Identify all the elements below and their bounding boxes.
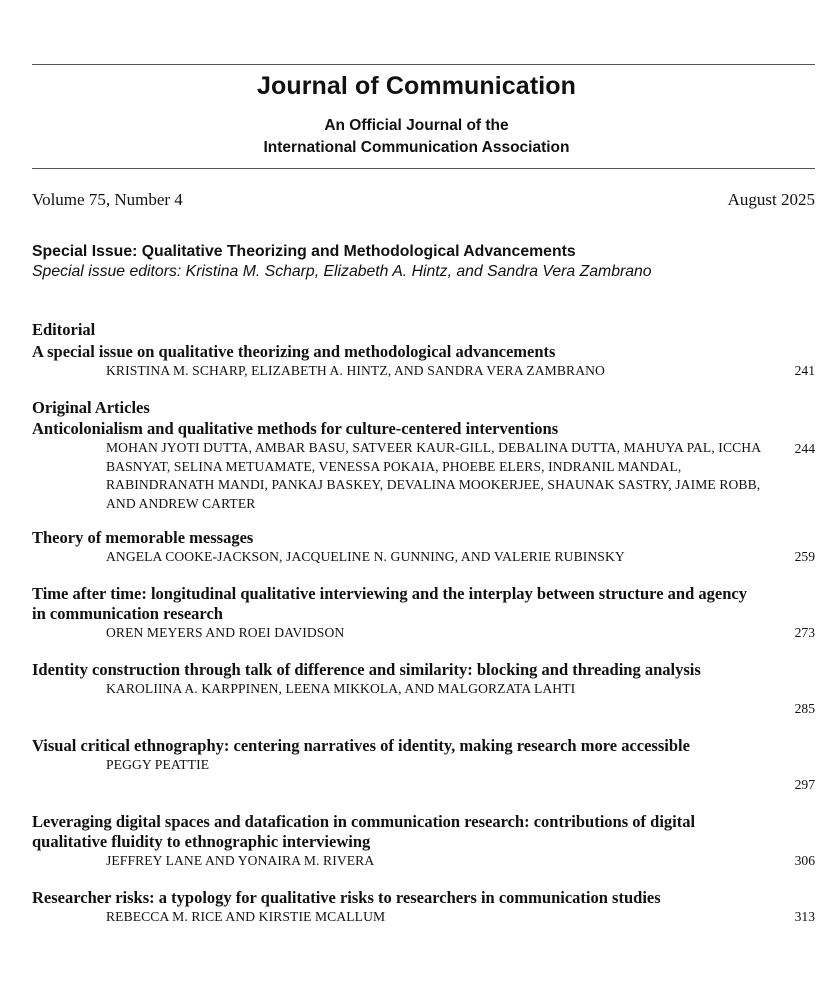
toc-entry[interactable] bbox=[32, 736, 815, 792]
page-number: 241 bbox=[794, 363, 815, 378]
article-title[interactable]: Researcher risks: a typology for qualitative risks to researchers in communication studies bbox=[32, 888, 661, 907]
page-number: 285 bbox=[794, 701, 815, 716]
toc-entry[interactable] bbox=[32, 888, 815, 927]
journal-subtitle-line1: An Official Journal of the bbox=[324, 117, 509, 134]
page-number: 244 bbox=[794, 441, 815, 456]
page-number: 273 bbox=[794, 625, 815, 640]
article-authors: KAROLIINA A. KARPPINEN, LEENA MIKKOLA, AND MALGORZATA LAHTI bbox=[106, 681, 576, 696]
toc-entry[interactable] bbox=[32, 342, 815, 381]
page-number: 297 bbox=[794, 777, 815, 792]
special-issue-title: Special Issue: Qualitative Theorizing and Methodological Advancements bbox=[32, 243, 576, 260]
toc-entry[interactable] bbox=[32, 812, 815, 871]
article-title[interactable]: Leveraging digital spaces and datafication in communication research: contributions of digital qualitative fluidity to ethnographic interviewing bbox=[32, 812, 696, 851]
article-authors: OREN MEYERS AND ROEI DAVIDSON bbox=[106, 625, 345, 640]
toc-entry[interactable] bbox=[32, 584, 815, 643]
toc-entry[interactable] bbox=[32, 528, 815, 567]
toc-entry[interactable] bbox=[32, 419, 815, 513]
journal-subtitle-line2: International Communication Association bbox=[263, 139, 570, 156]
issue-volume: Volume 75, Number 4 bbox=[32, 190, 183, 209]
header-rule bbox=[32, 168, 815, 169]
article-authors: ANGELA COOKE-JACKSON, JACQUELINE N. GUNNING, AND VALERIE RUBINSKY bbox=[106, 549, 625, 564]
article-title[interactable]: Theory of memorable messages bbox=[32, 528, 254, 547]
article-title[interactable]: Visual critical ethnography: centering narratives of identity, making research more accessible bbox=[32, 736, 690, 755]
article-authors: KRISTINA M. SCHARP, ELIZABETH A. HINTZ, AND SANDRA VERA ZAMBRANO bbox=[106, 363, 605, 378]
article-authors: REBECCA M. RICE AND KIRSTIE MCALLUM bbox=[106, 909, 386, 924]
article-title[interactable]: Identity construction through talk of difference and similarity: blocking and threading analysis bbox=[32, 660, 701, 679]
article-authors: PEGGY PEATTIE bbox=[106, 757, 210, 772]
toc-entry[interactable] bbox=[32, 660, 815, 716]
article-authors: MOHAN JYOTI DUTTA, AMBAR BASU, SATVEER KAUR-GILL, DEBALINA DUTTA, MAHUYA PAL, ICCHA BASNYAT, SELINA METUAMATE, VENESSA POKAIA, PHOEBE ELERS, INDRANIL MANDAL, RABINDRANATH MANDI, PANKAJ BASKEY, DEVALINA MOOKERJEE, SHAUNAK SASTRY, JAIME ROBB, AND ANDREW CARTER bbox=[106, 440, 761, 511]
page-number: 313 bbox=[794, 909, 815, 924]
section-editorial: Editorial bbox=[32, 320, 96, 339]
article-authors: JEFFREY LANE AND YONAIRA M. RIVERA bbox=[106, 853, 375, 868]
top-rule bbox=[32, 64, 815, 65]
journal-title: Journal of Communication bbox=[256, 72, 577, 100]
special-issue-editors: Special issue editors: Kristina M. Scharp, Elizabeth A. Hintz, and Sandra Vera Zambrano bbox=[32, 263, 652, 280]
issue-date: August 2025 bbox=[727, 190, 815, 209]
article-title[interactable]: A special issue on qualitative theorizing and methodological advancements bbox=[32, 342, 556, 361]
page-number: 306 bbox=[794, 853, 815, 868]
article-title[interactable]: Time after time: longitudinal qualitative interviewing and the interplay between structure and agency in communication research bbox=[32, 584, 747, 623]
page-number: 259 bbox=[794, 549, 815, 564]
article-title[interactable]: Anticolonialism and qualitative methods for culture-centered interventions bbox=[32, 419, 559, 438]
section-original-articles: Original Articles bbox=[32, 398, 150, 417]
